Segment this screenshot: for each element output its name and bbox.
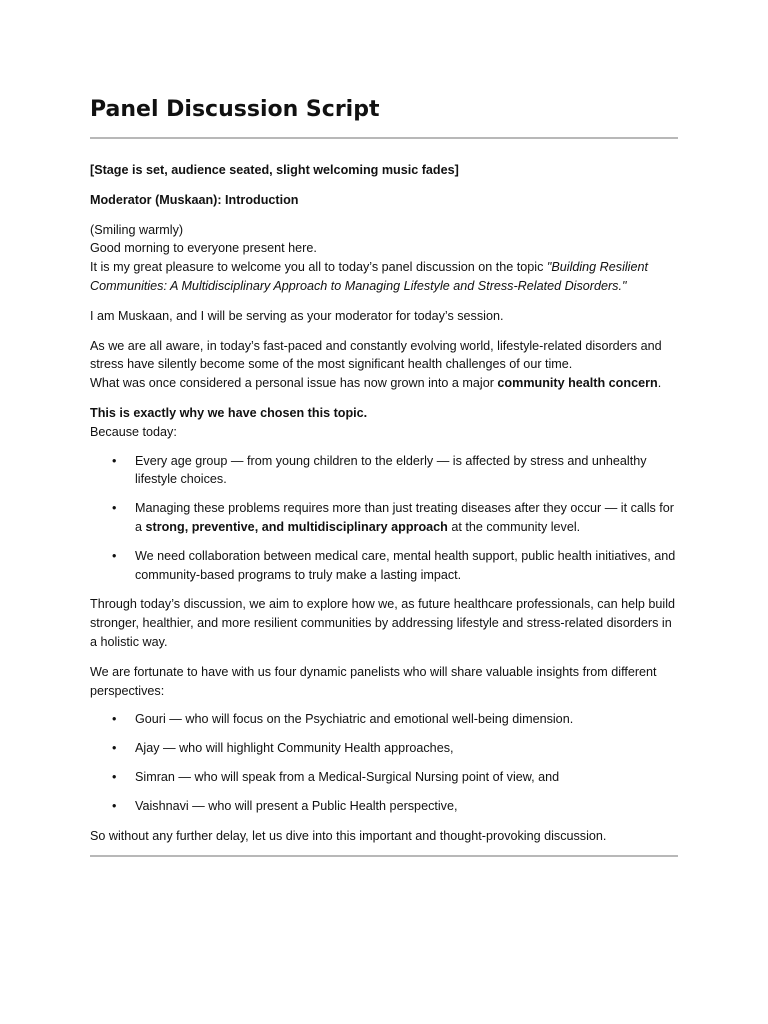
aim-paragraph: Through today’s discussion, we aim to explore how we, as future healthcare professionals, can help build stronger, healthier, and more resilient communities by addressing lifestyle and stress-related disorders in a holistic way.: [90, 597, 676, 649]
why-bold: This is exactly why we have chosen this topic.: [90, 405, 368, 420]
stage-direction-text: [Stage is set, audience seated, slight welcoming music fades]: [90, 163, 459, 177]
bullet-icon: •: [112, 741, 117, 756]
moderator-heading: [90, 191, 678, 210]
list-item: [112, 797, 678, 816]
awareness-paragraph: [90, 337, 678, 393]
list-item: [112, 768, 678, 787]
list-item: [112, 499, 678, 537]
awareness-bold: community health concern: [497, 376, 658, 391]
bullet-icon: •: [112, 712, 117, 727]
awareness-text-1: As we are all aware, in today’s fast-paced and constantly evolving world, lifestyle-related disorders and stress have silently become some of the most significant health challenges of our time.: [90, 338, 662, 372]
reason-2-start: Managing these problems requires more than just treating diseases after they occur — it calls for a: [135, 501, 674, 534]
awareness-text-2: What was once considered a personal issue has now grown into a major: [90, 376, 498, 391]
panelist-vaishnavi: Vaishnavi — who will present a Public Health perspective,: [135, 798, 458, 813]
because-text: Because today:: [90, 424, 177, 439]
stage-direction: [90, 161, 678, 180]
intro-line-1: (Smiling warmly): [90, 222, 184, 237]
panelist-ajay: Ajay — who will highlight Community Health approaches,: [135, 741, 454, 756]
why-paragraph: [90, 404, 678, 442]
reason-3: We need collaboration between medical care, mental health support, public health initiatives, and community-based programs to truly make a lasting impact.: [135, 548, 676, 582]
reasons-list: [90, 452, 678, 585]
intro-line-3: It is my great pleasure to welcome you all to today’s panel discussion on the topic: [90, 260, 547, 275]
bullet-icon: •: [112, 453, 117, 468]
closing-paragraph: So without any further delay, let us dive into this important and thought-provoking discussion.: [90, 828, 607, 843]
fortunate-paragraph: We are fortunate to have with us four dynamic panelists who will share valuable insights from different perspectives:: [90, 664, 657, 698]
panelist-simran: Simran — who will speak from a Medical-Surgical Nursing point of view, and: [135, 769, 560, 784]
moderator-line: I am Muskaan, and I will be serving as your moderator for today’s session.: [90, 308, 504, 323]
intro-paragraph: [90, 221, 678, 296]
topic-title: "Building Resilient Communities: A Multidisciplinary Approach to Managing Lifestyle and Stress-Related Disorders.": [90, 260, 648, 293]
list-item: [112, 739, 678, 758]
reason-2-end: at the community level.: [447, 519, 581, 534]
list-item: [112, 710, 678, 729]
bullet-icon: •: [112, 501, 117, 516]
document-body: [90, 96, 678, 857]
reason-2-bold: strong, preventive, and multidisciplinary approach: [145, 519, 448, 534]
list-item: [112, 547, 678, 585]
page-title: Panel Discussion Script: [90, 97, 380, 122]
title-divider: [90, 137, 678, 139]
reason-1: Every age group — from young children to the elderly — is affected by stress and unhealthy lifestyle choices.: [135, 453, 647, 487]
awareness-end: .: [657, 376, 662, 391]
bullet-icon: •: [112, 548, 117, 563]
bullet-icon: •: [112, 798, 117, 813]
bullet-icon: •: [112, 769, 117, 784]
moderator-heading-text: Moderator (Muskaan): Introduction: [90, 192, 299, 207]
list-item: [112, 452, 678, 490]
intro-line-2: Good morning to everyone present here.: [90, 241, 317, 256]
panelist-gouri: Gouri — who will focus on the Psychiatric and emotional well-being dimension.: [135, 712, 574, 727]
bottom-divider: [90, 855, 678, 857]
panelists-list: [90, 710, 678, 815]
